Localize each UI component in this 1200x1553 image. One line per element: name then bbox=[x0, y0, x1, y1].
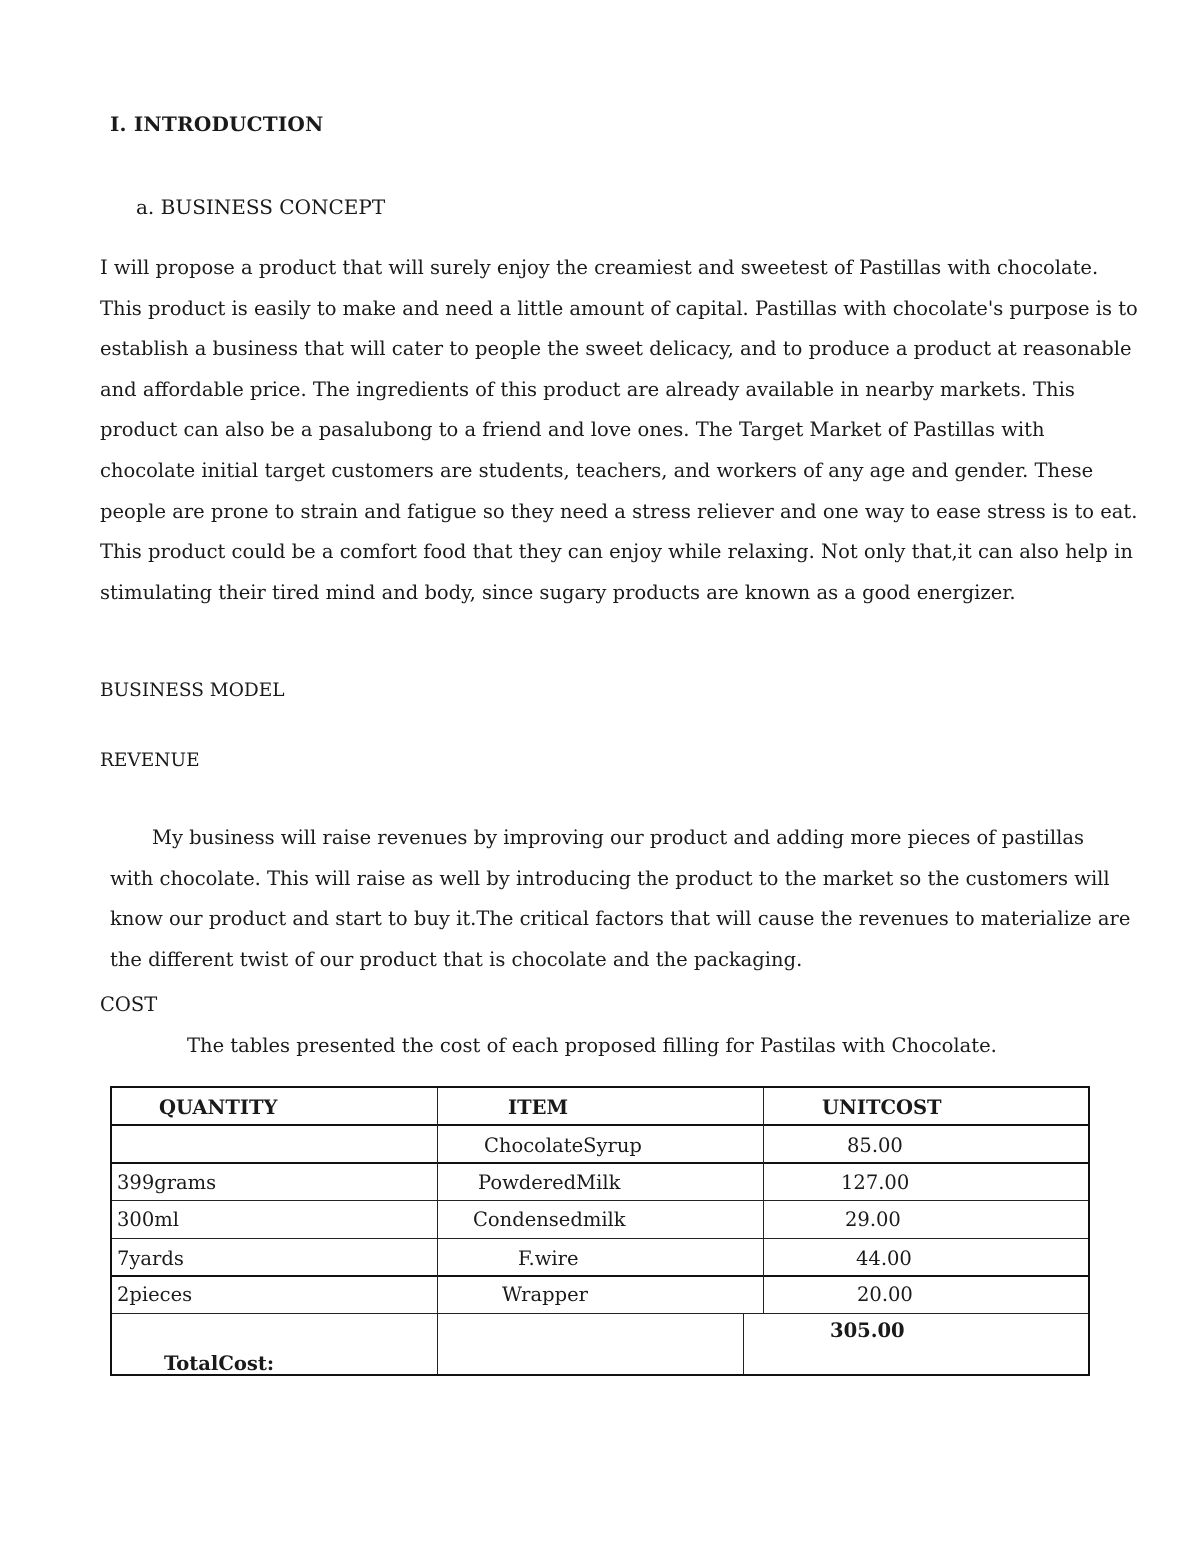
item-cell bbox=[437, 1239, 763, 1275]
table-divider bbox=[437, 1088, 438, 1374]
quantity-value: 7yards bbox=[117, 1247, 184, 1270]
table-row bbox=[112, 1164, 1088, 1201]
paragraph-line: chocolate initial target customers are students, teachers, and workers of any age and gender. These bbox=[100, 458, 1094, 482]
total-label: TotalCost: bbox=[164, 1352, 275, 1375]
item-value: ChocolateSyrup bbox=[484, 1134, 642, 1157]
header-cell bbox=[763, 1088, 1088, 1124]
paragraph-line: with chocolate. This will raise as well by introducing the product to the market so the customers will bbox=[110, 866, 1110, 890]
revenue-heading: REVENUE bbox=[100, 750, 200, 771]
paragraph-line: This product is easily to make and need a little amount of capital. Pastillas with chocolate's purpose is to bbox=[100, 296, 1138, 320]
cost-value: 44.00 bbox=[856, 1247, 912, 1270]
paragraph-line: establish a business that will cater to people the sweet delicacy, and to produce a product at reasonable bbox=[100, 337, 1132, 361]
quantity-cell bbox=[112, 1164, 437, 1200]
cost-value: 85.00 bbox=[847, 1134, 903, 1157]
cost-table bbox=[110, 1086, 1090, 1376]
table-row bbox=[112, 1239, 1088, 1277]
paragraph-line: My business will raise revenues by improving our product and adding more pieces of pastillas bbox=[152, 826, 1085, 849]
paragraph-line: people are prone to strain and fatigue so they need a stress reliever and one way to ease stress is to eat. bbox=[100, 499, 1138, 523]
table-row bbox=[112, 1126, 1088, 1164]
item-cell bbox=[437, 1126, 763, 1162]
paragraph-line: and affordable price. The ingredients of this product are already available in nearby markets. This bbox=[100, 377, 1075, 401]
paragraph-line: product can also be a pasalubong to a friend and love ones. The Target Market of Pastillas with bbox=[100, 418, 1045, 442]
quantity-cell bbox=[112, 1201, 437, 1238]
total-value: 305.00 bbox=[830, 1319, 905, 1342]
header-item: ITEM bbox=[508, 1096, 569, 1119]
header-cell bbox=[112, 1088, 437, 1124]
section-heading: I. INTRODUCTION bbox=[110, 112, 324, 136]
item-cell bbox=[437, 1164, 763, 1200]
quantity-value: 300ml bbox=[117, 1208, 179, 1231]
total-empty-cell bbox=[437, 1314, 743, 1374]
item-value: Condensedmilk bbox=[473, 1208, 626, 1231]
quantity-cell bbox=[112, 1126, 437, 1162]
paragraph-line: the different twist of our product that is chocolate and the packaging. bbox=[110, 947, 803, 971]
header-cell bbox=[437, 1088, 763, 1124]
quantity-cell bbox=[112, 1277, 437, 1313]
table-row bbox=[112, 1201, 1088, 1239]
item-cell bbox=[437, 1277, 763, 1313]
table-header-row bbox=[112, 1088, 1088, 1126]
header-unitcost: UNITCOST bbox=[822, 1096, 942, 1119]
table-total-row bbox=[112, 1314, 1088, 1374]
cost-cell bbox=[763, 1126, 1088, 1162]
cost-cell bbox=[763, 1239, 1088, 1275]
total-value-cell bbox=[743, 1314, 1088, 1374]
paragraph-line: I will propose a product that will surely enjoy the creamiest and sweetest of Pastillas with chocolate. bbox=[100, 256, 1099, 279]
paragraph-line: know our product and start to buy it.The critical factors that will cause the revenues to materialize are bbox=[110, 907, 1131, 930]
quantity-cell bbox=[112, 1239, 437, 1275]
total-label-cell bbox=[112, 1314, 437, 1374]
table-row bbox=[112, 1277, 1088, 1314]
cost-heading: COST bbox=[100, 993, 158, 1016]
cost-cell bbox=[763, 1201, 1088, 1238]
revenue-paragraph bbox=[110, 818, 1131, 980]
business-model-heading: BUSINESS MODEL bbox=[100, 680, 285, 701]
table-divider bbox=[743, 1314, 744, 1374]
table-caption: The tables presented the cost of each proposed filling for Pastilas with Chocolate. bbox=[187, 1034, 997, 1057]
quantity-value: 2pieces bbox=[117, 1283, 193, 1306]
table-divider bbox=[763, 1088, 764, 1314]
quantity-value: 399grams bbox=[117, 1171, 217, 1194]
header-quantity: QUANTITY bbox=[159, 1096, 278, 1119]
cost-value: 20.00 bbox=[857, 1283, 913, 1306]
cost-value: 127.00 bbox=[841, 1171, 910, 1194]
subsection-heading: a. BUSINESS CONCEPT bbox=[136, 195, 386, 219]
paragraph-line: stimulating their tired mind and body, since sugary products are known as a good energizer. bbox=[100, 580, 1016, 604]
item-value: F.wire bbox=[518, 1247, 579, 1270]
item-value: PowderedMilk bbox=[478, 1171, 621, 1194]
item-cell bbox=[437, 1201, 763, 1238]
item-value: Wrapper bbox=[502, 1283, 588, 1306]
paragraph-line: This product could be a comfort food that they can enjoy while relaxing. Not only that,it can also help in bbox=[100, 540, 1133, 564]
cost-cell bbox=[763, 1277, 1088, 1313]
cost-cell bbox=[763, 1164, 1088, 1200]
business-concept-paragraph bbox=[100, 248, 1138, 613]
cost-value: 29.00 bbox=[845, 1208, 901, 1231]
